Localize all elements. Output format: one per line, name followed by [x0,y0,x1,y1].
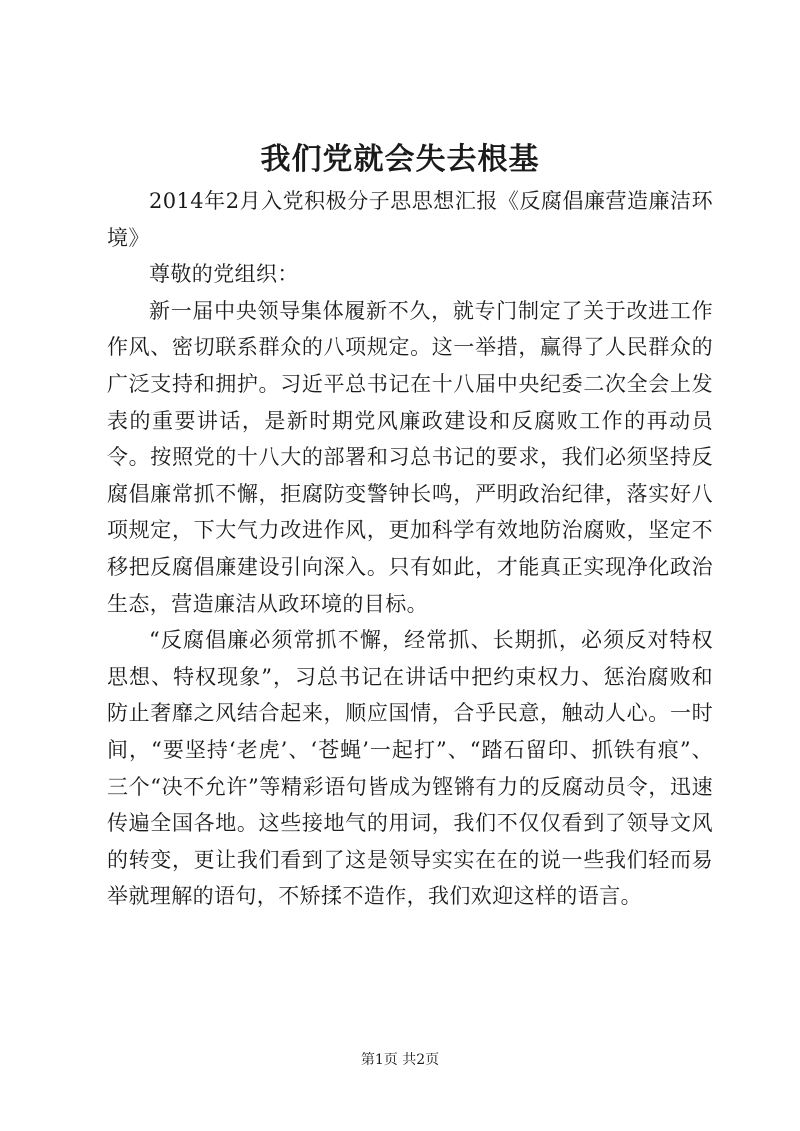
subtitle-paragraph: 2014年2月入党积极分子思思想汇报《反腐倡廉营造廉洁环境》 [107,189,713,250]
body-paragraph: “反腐倡廉必须常抓不懈，经常抓、长期抓，必须反对特权思想、特权现象”，习总书记在讲话中把约束权力、惩治腐败和防止奢靡之风结合起来，顺应国情，合乎民意，触动人心。一时间，“要坚持‘老虎’、‘苍蝇’一起打”、“踏石留印、抓铁有痕”、三个“决不允许”等精彩语句皆成为铿锵有力的反腐动员令，迅速传遍全国各地。这些接地气的用词，我们不仅仅看到了领导文风的转变，更让我们看到了这是领导实实在在的说一些我们轻而易举就理解的语句，不矫揉不造作，我们欢迎这样的语言。 [107,628,713,909]
page-footer: 第1页 共2页 [360,1052,440,1068]
document-body [107,183,713,915]
document-title: 我们党就会失去根基 [260,142,540,177]
body-paragraph: 新一届中央领导集体履新不久，就专门制定了关于改进工作作风、密切联系群众的八项规定。这一举措，赢得了人民群众的广泛支持和拥护。习近平总书记在十八届中央纪委二次全会上发表的重要讲话，是新时期党风廉政建设和反腐败工作的再动员令。按照党的十八大的部署和习总书记的要求，我们必须坚持反腐倡廉常抓不懈，拒腐防变警钟长鸣，严明政治纪律，落实好八项规定，下大气力改进作风，更加科学有效地防治腐败，坚定不移把反腐倡廉建设引向深入。只有如此，才能真正实现净化政治生态，营造廉洁从政环境的目标。 [107,298,713,616]
salutation-paragraph: 尊敬的党组织： [149,262,299,287]
